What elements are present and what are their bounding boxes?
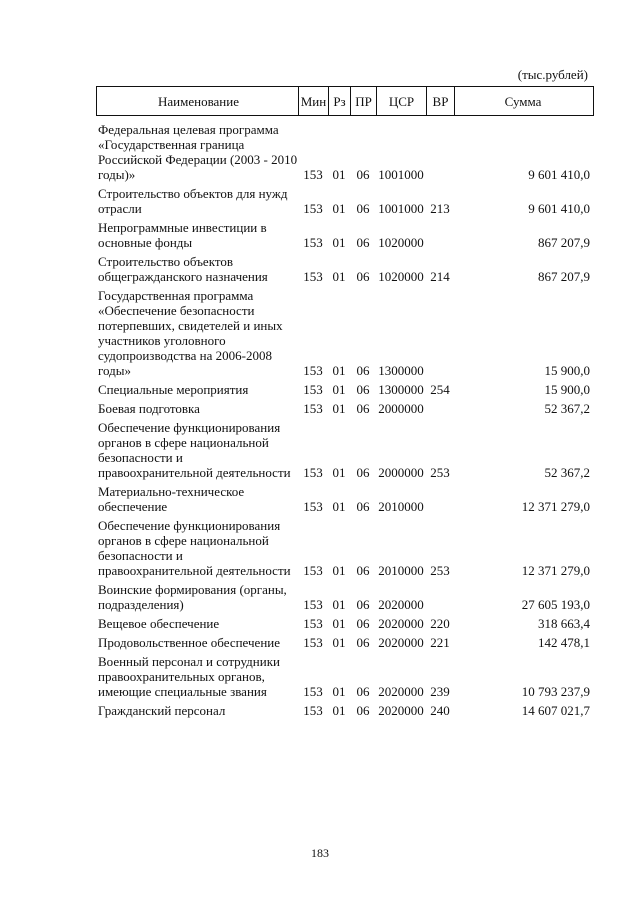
table-row (96, 654, 592, 699)
table-row (96, 484, 592, 514)
cell-name: Гражданский персонал (98, 703, 226, 718)
cell-csr: 1001000 (378, 167, 424, 182)
cell-pr: 06 (356, 684, 370, 699)
table-row (96, 420, 592, 480)
cell-min: 153 (303, 465, 323, 480)
cell-sum: 14 607 021,7 (521, 703, 590, 718)
cell-name: Обеспечение функционирования органов в сфере национальной безопасности и правоохранительной деятельности (98, 420, 291, 480)
cell-csr: 2000000 (378, 465, 424, 480)
cell-vr: 220 (430, 616, 450, 631)
cell-sum: 867 207,9 (538, 269, 590, 284)
cell-name: Воинские формирования (органы, подразделения) (98, 582, 287, 612)
cell-name: Материально-техническое обеспечение (98, 484, 245, 514)
cell-rz: 01 (332, 616, 346, 631)
cell-sum: 9 601 410,0 (528, 167, 590, 182)
cell-name: Продовольственное обеспечение (98, 635, 280, 650)
table-row (96, 288, 592, 378)
units-label: (тыс.рублей) (517, 67, 588, 82)
cell-sum: 15 900,0 (544, 363, 590, 378)
cell-min: 153 (303, 167, 323, 182)
cell-pr: 06 (356, 269, 370, 284)
header-min: Мин (299, 87, 329, 115)
cell-pr: 06 (356, 616, 370, 631)
cell-min: 153 (303, 363, 323, 378)
cell-pr: 06 (356, 363, 370, 378)
cell-csr: 2020000 (378, 616, 424, 631)
table-row (96, 401, 592, 416)
table-row (96, 122, 592, 182)
table-row (96, 186, 592, 216)
cell-pr: 06 (356, 382, 370, 397)
cell-csr: 2010000 (378, 499, 424, 514)
cell-rz: 01 (332, 235, 346, 250)
cell-csr: 2020000 (378, 635, 424, 650)
cell-pr: 06 (356, 597, 370, 612)
table-row (96, 703, 592, 718)
cell-sum: 10 793 237,9 (521, 684, 590, 699)
cell-pr: 06 (356, 465, 370, 480)
cell-name: Вещевое обеспечение (98, 616, 220, 631)
cell-pr: 06 (356, 201, 370, 216)
cell-name: Обеспечение функционирования органов в сфере национальной безопасности и правоохранительной деятельности (98, 518, 291, 578)
cell-rz: 01 (332, 167, 346, 182)
cell-sum: 142 478,1 (538, 635, 590, 650)
cell-min: 153 (303, 684, 323, 699)
cell-sum: 52 367,2 (544, 401, 590, 416)
table-row (96, 518, 592, 578)
cell-rz: 01 (332, 269, 346, 284)
header-rz: Рз (329, 87, 351, 115)
cell-csr: 1300000 (378, 382, 424, 397)
cell-name: Военный персонал и сотрудники правоохранительных органов, имеющие специальные звания (98, 654, 280, 699)
cell-sum: 12 371 279,0 (521, 563, 590, 578)
cell-rz: 01 (332, 465, 346, 480)
table-row (96, 382, 592, 397)
cell-vr: 253 (430, 465, 450, 480)
cell-rz: 01 (332, 499, 346, 514)
cell-name: Строительство объектов для нужд отрасли (98, 186, 288, 216)
cell-min: 153 (303, 235, 323, 250)
cell-vr: 239 (430, 684, 450, 699)
header-csr: ЦСР (377, 87, 427, 115)
header-name: Наименование (97, 87, 299, 115)
cell-name: Федеральная целевая программа «Государственная граница Российской Федерации (2003 - 2010 годы)» (98, 122, 298, 182)
cell-rz: 01 (332, 401, 346, 416)
cell-rz: 01 (332, 363, 346, 378)
cell-pr: 06 (356, 563, 370, 578)
cell-min: 153 (303, 382, 323, 397)
cell-pr: 06 (356, 499, 370, 514)
cell-rz: 01 (332, 703, 346, 718)
cell-min: 153 (303, 201, 323, 216)
cell-min: 153 (303, 499, 323, 514)
cell-name: Строительство объектов общегражданского назначения (98, 254, 268, 284)
cell-pr: 06 (356, 703, 370, 718)
cell-rz: 01 (332, 382, 346, 397)
cell-sum: 318 663,4 (538, 616, 590, 631)
cell-sum: 9 601 410,0 (528, 201, 590, 216)
cell-vr: 213 (430, 201, 450, 216)
cell-sum: 52 367,2 (544, 465, 590, 480)
cell-pr: 06 (356, 167, 370, 182)
cell-csr: 1020000 (378, 235, 424, 250)
cell-name: Специальные мероприятия (98, 382, 249, 397)
cell-csr: 2000000 (378, 401, 424, 416)
cell-sum: 867 207,9 (538, 235, 590, 250)
cell-pr: 06 (356, 235, 370, 250)
table-row (96, 254, 592, 284)
cell-csr: 2020000 (378, 684, 424, 699)
cell-name: Непрограммные инвестиции в основные фонды (98, 220, 267, 250)
cell-sum: 27 605 193,0 (521, 597, 590, 612)
cell-pr: 06 (356, 401, 370, 416)
table-row (96, 616, 592, 631)
cell-rz: 01 (332, 563, 346, 578)
cell-vr: 240 (430, 703, 450, 718)
cell-csr: 2020000 (378, 597, 424, 612)
cell-csr: 2010000 (378, 563, 424, 578)
table-header (96, 86, 594, 116)
cell-min: 153 (303, 616, 323, 631)
cell-vr: 214 (430, 269, 450, 284)
table-body (96, 122, 592, 722)
cell-name: Государственная программа «Обеспечение безопасности потерпевших, свидетелей и иных участников уголовного судопроизводства на 2006-2008 годы» (98, 288, 283, 378)
cell-csr: 1300000 (378, 363, 424, 378)
table-row (96, 220, 592, 250)
page-number: 183 (311, 846, 329, 860)
cell-rz: 01 (332, 597, 346, 612)
cell-name: Боевая подготовка (98, 401, 200, 416)
cell-vr: 221 (430, 635, 450, 650)
cell-csr: 2020000 (378, 703, 424, 718)
cell-min: 153 (303, 401, 323, 416)
cell-vr: 253 (430, 563, 450, 578)
header-pr: ПР (351, 87, 377, 115)
cell-rz: 01 (332, 201, 346, 216)
header-vr: ВР (427, 87, 455, 115)
header-sum: Сумма (504, 93, 542, 109)
cell-rz: 01 (332, 684, 346, 699)
cell-sum: 15 900,0 (544, 382, 590, 397)
cell-min: 153 (303, 635, 323, 650)
table-row (96, 582, 592, 612)
cell-pr: 06 (356, 635, 370, 650)
cell-min: 153 (303, 597, 323, 612)
cell-min: 153 (303, 703, 323, 718)
cell-sum: 12 371 279,0 (521, 499, 590, 514)
cell-min: 153 (303, 563, 323, 578)
cell-min: 153 (303, 269, 323, 284)
cell-csr: 1001000 (378, 201, 424, 216)
cell-vr: 254 (430, 382, 450, 397)
table-row (96, 635, 592, 650)
cell-rz: 01 (332, 635, 346, 650)
cell-csr: 1020000 (378, 269, 424, 284)
